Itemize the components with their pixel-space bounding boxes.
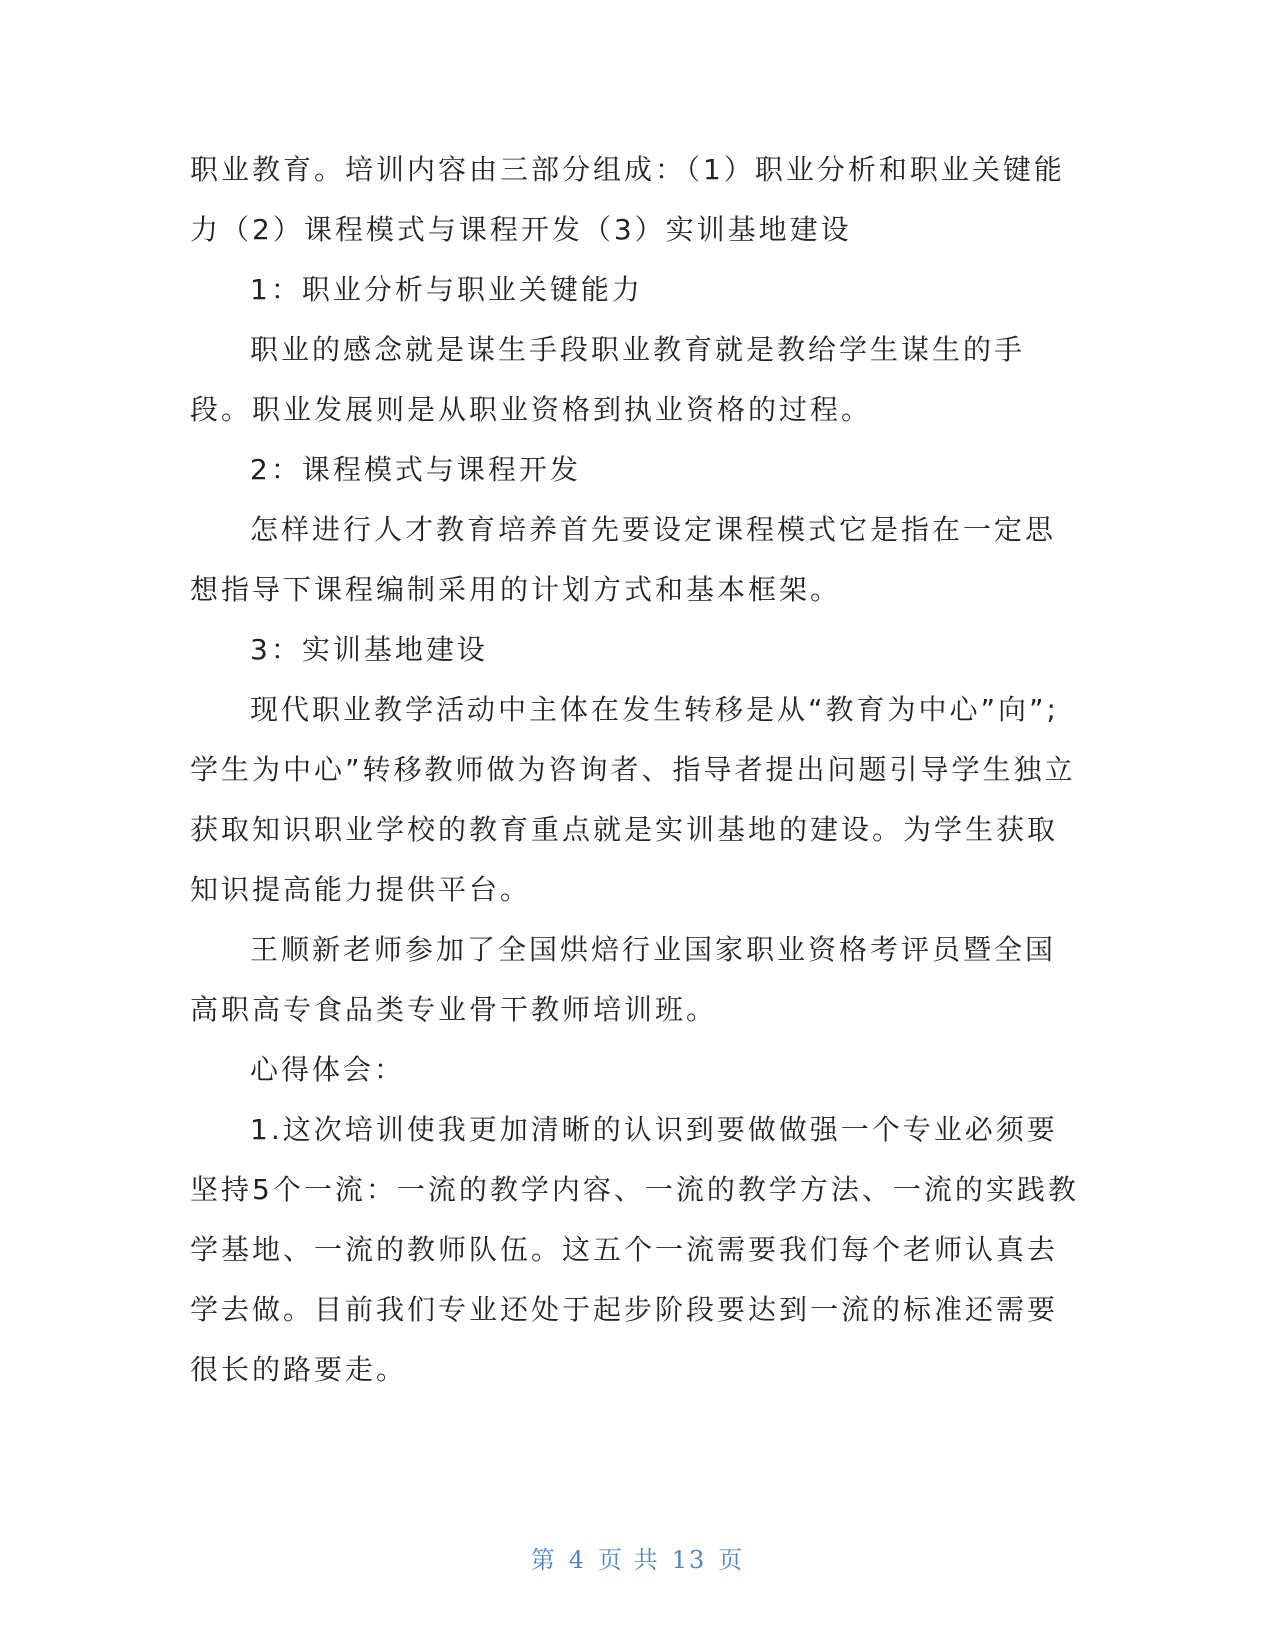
current-page-number: 4: [568, 1546, 587, 1574]
footer-label-of: 页 共: [598, 1546, 660, 1574]
section-heading: 2：课程模式与课程开发: [250, 453, 581, 486]
paragraph: 现代职业教学活动中主体在发生转移是从“教育为中心”向”;学生为中心”转移教师做为咨询者、指导者提出问题引导学生独立获取知识职业学校的教育重点就是实训基地的建设。为学生获取知识提高能力提供平台。: [190, 693, 1076, 906]
section-heading: 心得体会：: [250, 1053, 406, 1086]
footer-label-end: 页: [718, 1546, 745, 1574]
paragraph: 职业教育。培训内容由三部分组成：（1）职业分析和职业关键能力（2）课程模式与课程开发（3）实训基地建设: [190, 153, 1065, 246]
paragraph: 1.这次培训使我更加清晰的认识到要做做强一个专业必须要坚持5个一流：一流的教学内容、一流的教学方法、一流的实践教学基地、一流的教师队伍。这五个一流需要我们每个老师认真去学去做。目前我们专业还处于起步阶段要达到一流的标准还需要很长的路要走。: [190, 1113, 1079, 1386]
section-heading: 3：实训基地建设: [250, 633, 488, 666]
document-body: [190, 140, 1080, 1400]
paragraph: 王顺新老师参加了全国烘焙行业国家职业资格考评员暨全国高职高专食品类专业骨干教师培训班。: [190, 933, 1057, 1026]
section-heading: 1：职业分析与职业关键能力: [250, 273, 643, 306]
footer-label-page: 第: [530, 1546, 557, 1574]
paragraph: 怎样进行人才教育培养首先要设定课程模式它是指在一定思想指导下课程编制采用的计划方式和基本框架。: [190, 513, 1057, 606]
page-footer: [0, 1540, 1275, 1575]
paragraph: 职业的感念就是谋生手段职业教育就是教给学生谋生的手段。职业发展则是从职业资格到执业资格的过程。: [190, 333, 1026, 426]
total-pages-number: 13: [671, 1546, 707, 1574]
